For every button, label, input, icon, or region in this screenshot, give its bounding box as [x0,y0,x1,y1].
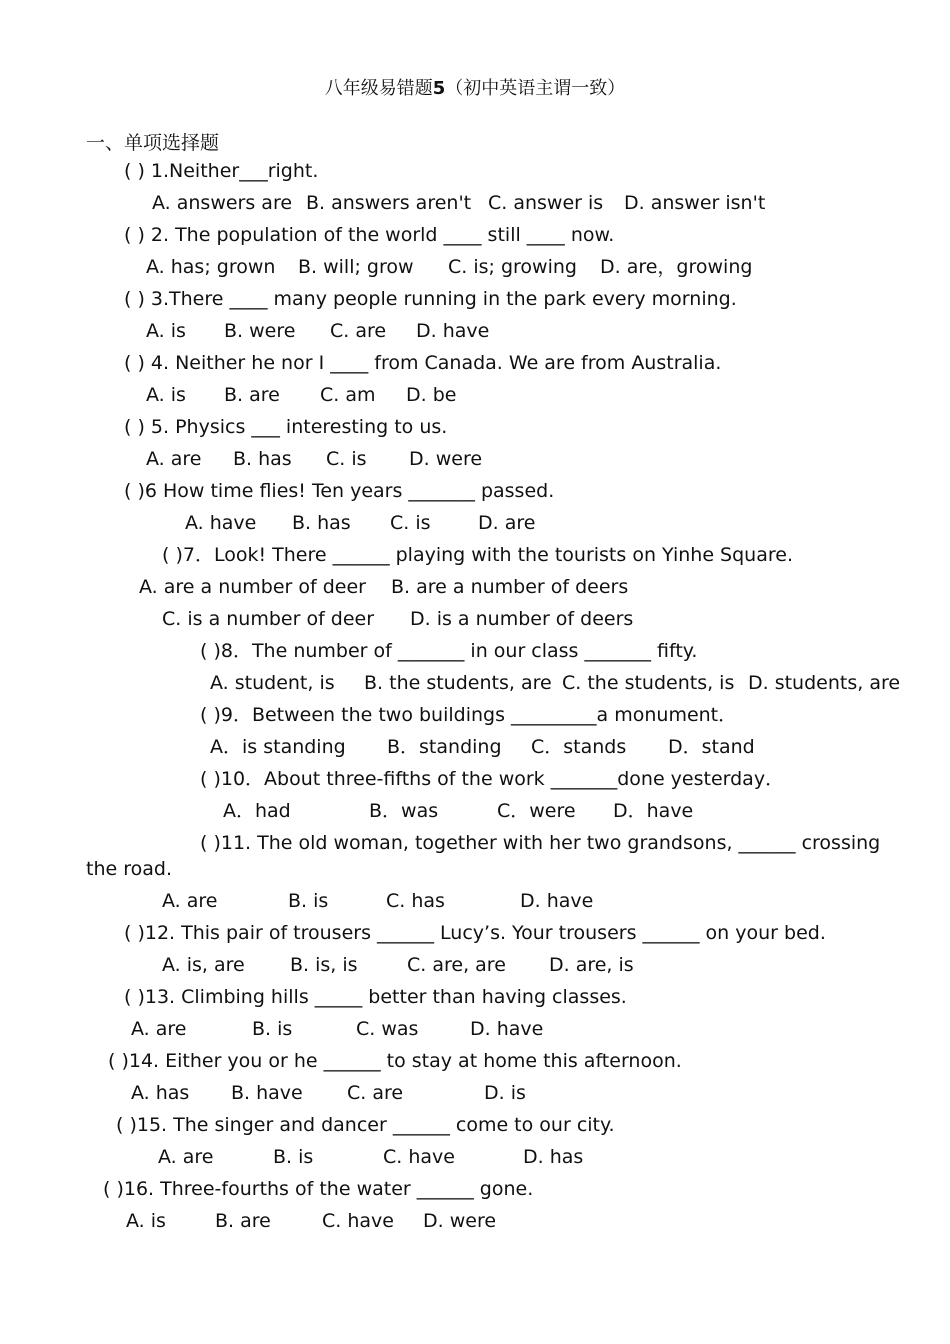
option: A. are [146,448,202,470]
option: C．stands [531,736,627,758]
option: B. is [252,1018,293,1040]
question-stem: ( )10．About three-fifths of the work _______done yesterday． [200,768,785,790]
option: A. are [162,890,218,912]
question-options [139,575,628,599]
question-stem: ( )8．The number of _______ in our class _______ fifty. [200,640,698,662]
option: B. are [215,1210,271,1232]
question-options [223,799,693,823]
option: B．standing [387,736,502,758]
question-options [158,1145,583,1169]
option: D．have [613,800,694,822]
question-stem: ( ) 3.There ____ many people running in the park every morning. [124,288,737,310]
option: B. has [233,448,292,470]
question-stem: ( )9．Between the two buildings _________a monument． [200,704,738,726]
question-stem: ( ) 1.Neither___right. [124,160,319,182]
option: C. is [390,512,431,534]
question-stem: ( )12. This pair of trousers ______ Lucy’s. Your trousers ______ on your bed. [124,922,826,944]
option: D. students, are [748,672,901,694]
option: D．stand [668,736,755,758]
question-options [146,383,456,407]
question-stem: ( )11. The old woman, together with her two grandsons, ______ crossing [200,832,881,854]
question-options [162,953,634,977]
option: C. was [356,1018,419,1040]
page-title: 八年级易错题5（初中英语主谓一致） [324,78,626,99]
option: A．is standing [210,736,346,758]
option: D. answer isn't [624,192,766,214]
option: B. are [224,384,280,406]
question-options [185,511,535,535]
question-stem: ( )6 How time flies! Ten years _______ passed. [124,480,555,502]
question-options [126,1209,496,1233]
option: D. were [409,448,483,470]
question-options [146,319,489,343]
option: D. are, is [549,954,634,976]
option: D. are，growing [600,256,753,278]
option: A. are [158,1146,214,1168]
question-options [131,1017,543,1041]
question-stem: ( )7．Look! There ______ playing with the tourists on Yinhe Square. [162,544,793,566]
option: B. has [292,512,351,534]
question-options [131,1081,526,1105]
option: B. have [231,1082,303,1104]
option: B. the students, are [364,672,552,694]
option: B. will; grow [298,256,414,278]
question-stem: ( )16. Three-fourths of the water ______ gone. [103,1178,534,1200]
option: A. is, are [162,954,245,976]
option: C. are [330,320,387,342]
option: C. is [326,448,367,470]
option: A. student, is [210,672,335,694]
option: B. answers aren't [306,192,472,214]
option: D. have [470,1018,544,1040]
option: D. be [406,384,457,406]
question-options [152,191,765,215]
option: D. is a number of deers [410,608,634,630]
option: B. is [273,1146,314,1168]
option: B. is [288,890,329,912]
option: D. is [484,1082,526,1104]
option: C. answer is [488,192,604,214]
question-options [162,889,593,913]
section-heading: 一、单项选择题 [86,132,220,154]
option: B．was [369,800,439,822]
option: A. answers are [152,192,293,214]
option: D. were [423,1210,497,1232]
question-options [210,735,755,759]
question-stem: ( ) 5. Physics ___ interesting to us. [124,416,448,438]
option: B. is, is [290,954,358,976]
option: D. have [520,890,594,912]
option: C. have [322,1210,394,1232]
option: D. are [478,512,536,534]
option: C. is a number of deer [162,608,375,630]
question-options [146,255,752,279]
option: A. is [126,1210,166,1232]
option: A. are a number of deer [139,576,366,598]
question-stem-continued: the road. [86,858,172,880]
option: C．were [497,800,576,822]
option: A. has; grown [146,256,276,278]
option: A. has [131,1082,190,1104]
question-options [146,447,482,471]
question-options [162,607,633,631]
option: D. have [416,320,490,342]
option: A. is [146,384,186,406]
question-stem: ( )13. Climbing hills _____ better than having classes. [124,986,627,1008]
option: C. are [347,1082,404,1104]
option: C. has [386,890,445,912]
option: A. are [131,1018,187,1040]
option: C. is; growing [448,256,577,278]
option: A．had [223,800,291,822]
question-options [210,671,900,695]
option: C. the students, is [562,672,735,694]
option: B. were [224,320,296,342]
option: A. is [146,320,186,342]
option: D. has [523,1146,584,1168]
option: C. have [383,1146,455,1168]
option: B. are a number of deers [391,576,629,598]
option: A. have [185,512,257,534]
option: C. am [320,384,376,406]
question-stem: ( )14. Either you or he ______ to stay at home this afternoon. [108,1050,682,1072]
question-stem: ( ) 2. The population of the world ____ still ____ now. [124,224,615,246]
option: C. are, are [407,954,506,976]
question-stem: ( ) 4. Neither he nor I ____ from Canada. We are from Australia. [124,352,722,374]
question-stem: ( )15. The singer and dancer ______ come to our city. [116,1114,615,1136]
